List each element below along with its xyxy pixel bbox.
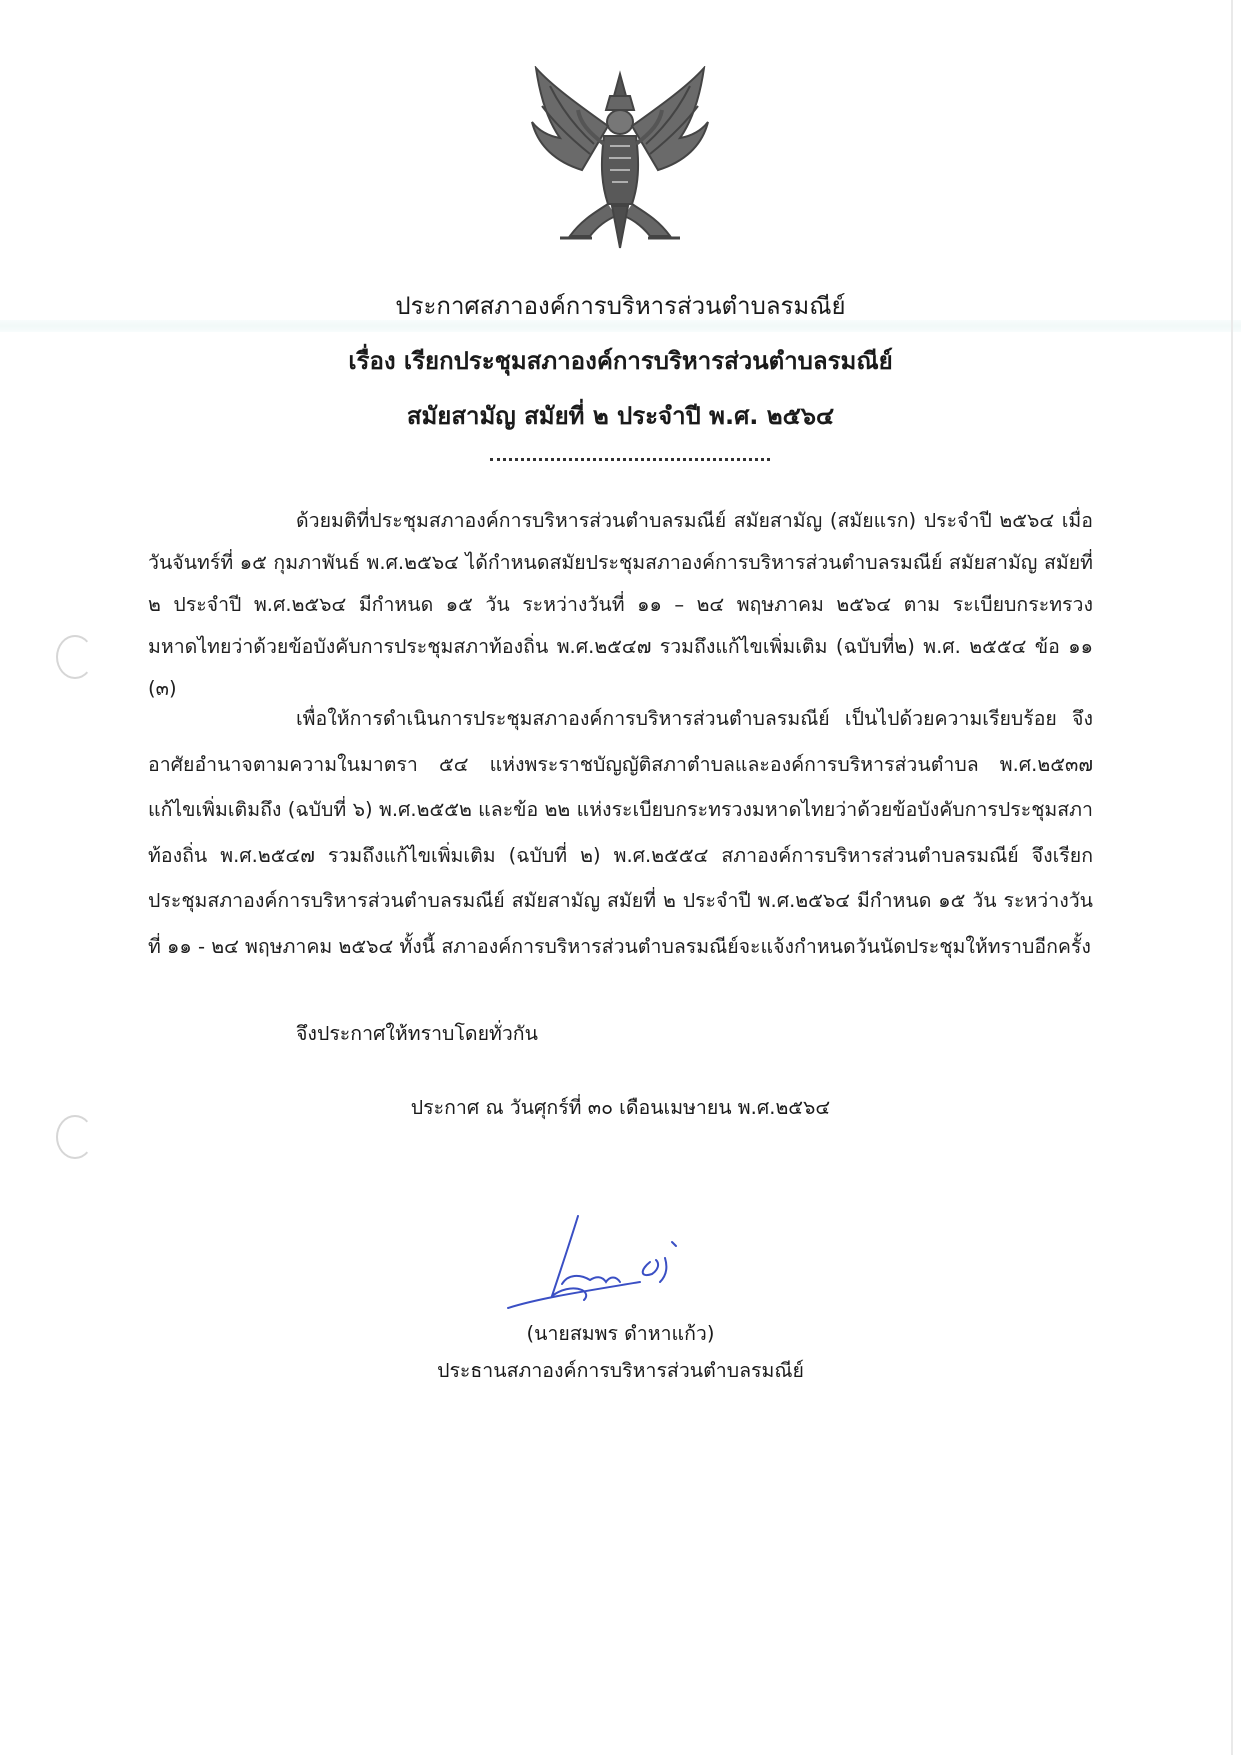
announcement-session: สมัยสามัญ สมัยที่ ๒ ประจำปี พ.ศ. ๒๕๖๔ xyxy=(406,402,835,430)
punch-hole-top xyxy=(56,635,94,679)
signer-position: ประธานสภาองค์การบริหารส่วนตำบลรมณีย์ xyxy=(437,1359,804,1382)
signer-name: (นายสมพร ดำหาแก้ว) xyxy=(526,1322,715,1345)
separator-dots xyxy=(490,458,770,461)
garuda-emblem-icon xyxy=(530,66,710,252)
announcement-subject: เรื่อง เรียกประชุมสภาองค์การบริหารส่วนตำบลรมณีย์ xyxy=(348,347,893,375)
page-edge xyxy=(1231,0,1233,1755)
signature-icon xyxy=(500,1212,710,1322)
announcement-date: ประกาศ ณ วันศุกร์ที่ ๓๐ เดือนเมษายน พ.ศ.๒๕๖๔ xyxy=(410,1096,831,1119)
body-paragraph-1: ด้วยมติที่ประชุมสภาองค์การบริหารส่วนตำบลรมณีย์ สมัยสามัญ (สมัยแรก) ประจำปี ๒๕๖๔ เมื่อวันจันทร์ที่ ๑๕ กุมภาพันธ์ พ.ศ.๒๕๖๔ ได้กำหนดสมัยประชุมสภาองค์การบริหารส่วนตำบลรมณีย์ สมัยสามัญ สมัยที่ ๒ ประจำปี พ.ศ.๒๕๖๔ มีกำหนด ๑๕ วัน ระหว่างวันที่ ๑๑ – ๒๔ พฤษภาคม ๒๕๖๔ ตาม ระเบียบกระทรวงมหาดไทยว่าด้วยข้อบังคับการประชุมสภาท้องถิ่น พ.ศ.๒๕๔๗ รวมถึงแก้ไขเพิ่มเติม (ฉบับที่๒) พ.ศ. ๒๕๕๔ ข้อ ๑๑ (๓) xyxy=(148,509,1093,700)
body-paragraph-2: เพื่อให้การดำเนินการประชุมสภาองค์การบริหารส่วนตำบลรมณีย์ เป็นไปด้วยความเรียบร้อย จึงอาศัยอำนาจตามความในมาตรา ๕๔ แห่งพระราชบัญญัติสภาตำบลและองค์การบริหารส่วนตำบล พ.ศ.๒๕๓๗ แก้ไขเพิ่มเติมถึง (ฉบับที่ ๖) พ.ศ.๒๕๕๒ และข้อ ๒๒ แห่งระเบียบกระทรวงมหาดไทยว่าด้วยข้อบังคับการประชุมสภาท้องถิ่น พ.ศ.๒๕๔๗ รวมถึงแก้ไขเพิ่มเติม (ฉบับที่ ๒) พ.ศ.๒๕๕๔ สภาองค์การบริหารส่วนตำบลรมณีย์ จึงเรียกประชุมสภาองค์การบริหารส่วนตำบลรมณีย์ สมัยสามัญ สมัยที่ ๒ ประจำปี พ.ศ.๒๕๖๔ มีกำหนด ๑๕ วัน ระหว่างวันที่ ๑๑ - ๒๔ พฤษภาคม ๒๕๖๔ ทั้งนี้ สภาองค์การบริหารส่วนตำบลรมณีย์จะแจ้งกำหนดวันนัดประชุมให้ทราบอีกครั้ง xyxy=(148,707,1093,958)
closing-statement: จึงประกาศให้ทราบโดยทั่วกัน xyxy=(296,1022,538,1045)
announcement-title: ประกาศสภาองค์การบริหารส่วนตำบลรมณีย์ xyxy=(395,292,846,320)
